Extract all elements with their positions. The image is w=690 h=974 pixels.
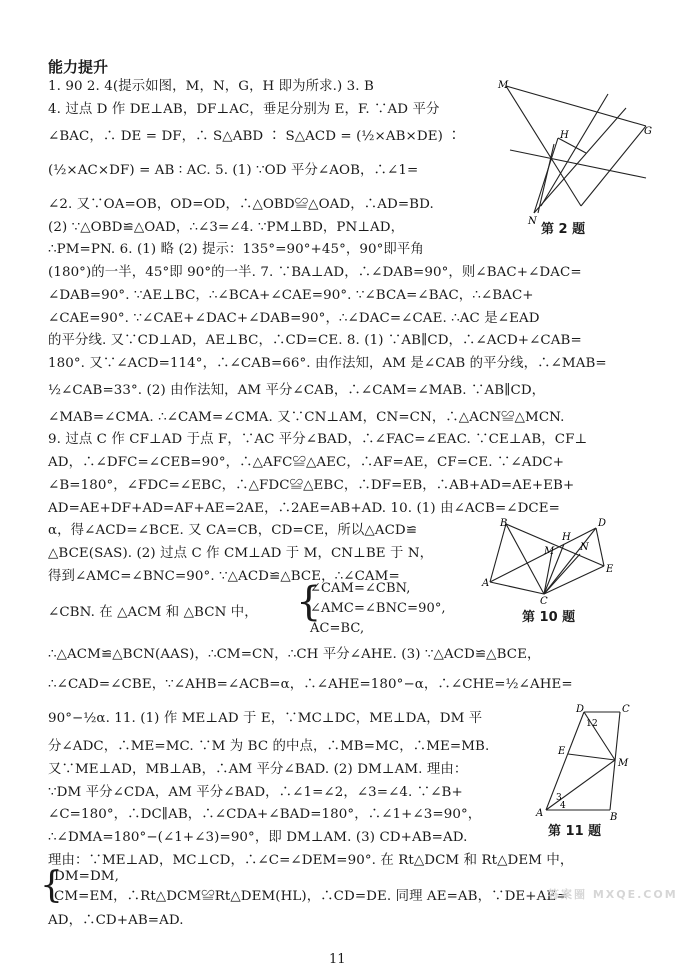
fig11-label: A	[536, 808, 544, 819]
text-line: 的平分线. 又∵CD⊥AD，AE⊥BC，∴CD=CE. 8. (1) ∵AB∥CD，∴∠ACD+∠CAB=	[48, 333, 582, 348]
text-line: ∠MAB=∠CMA. ∴∠CAM=∠CMA. 又∵CN⊥AM，CN=CN，∴△ACN≌△MCN.	[48, 410, 565, 425]
fig10-label: H	[562, 532, 571, 543]
brace: {	[40, 865, 63, 906]
fig10-label: E	[606, 564, 614, 575]
system-line: AC=BC,	[310, 621, 365, 636]
text-line: (180°)的一半，45°即 90°的一半. 7. ∵BA⊥AD，∴∠DAB=90°，则∠BAC+∠DAC=	[48, 265, 582, 280]
figure-11-caption: 第 11 题	[548, 824, 602, 839]
text-line: ∠BAC，∴ DE = DF，∴ S△ABD ∶ S△ACD = (½×AB×DE) ∶	[48, 129, 461, 144]
text-line: 理由：∵ME⊥AD，MC⊥CD，∴∠C=∠DEM=90°. 在 Rt△DCM 和 Rt△DEM 中，	[48, 853, 574, 868]
figure-11-diagram	[526, 702, 636, 820]
text-line: (½×AC×DF) = AB ∶ AC. 5. (1) ∵OD 平分∠AOB，∴∠1=	[48, 163, 419, 178]
text-line: 4. 过点 D 作 DE⊥AB，DF⊥AC，垂足分别为 E，F. ∵AD 平分	[48, 102, 440, 117]
page-number: 11	[329, 952, 346, 967]
text-line: ∠DAB=90°. ∵AE⊥BC，∴∠BCA+∠CAE=90°. ∵∠BCA=∠BAC，∴∠BAC+	[48, 288, 534, 303]
figure-2-diagram	[496, 78, 656, 228]
text-line: ∴∠DMA=180°−(∠1+∠3)=90°，即 DM⊥AM. (3) CD+AB=AD.	[48, 830, 468, 845]
fig10-label: A	[482, 578, 490, 589]
text-line: 分∠ADC，∴ME=MC. ∵M 为 BC 的中点，∴MB=MC，∴ME=MB.	[48, 739, 490, 754]
section-title: 能力提升	[48, 58, 109, 76]
fig2-label: H	[560, 130, 569, 141]
fig11-label: C	[622, 704, 630, 715]
text-line: ∵DM 平分∠CDA，AM 平分∠BAD，∴∠1=∠2，∠3=∠4. ∵∠B+	[48, 785, 463, 800]
system-line: DM=DM,	[54, 869, 119, 884]
text-line: 9. 过点 C 作 CF⊥AD 于点 F，∵AC 平分∠BAD，∴∠FAC=∠EAC. ∵CE⊥AB，CF⊥	[48, 432, 588, 447]
text-line: 1. 90 2. 4(提示如图，M，N，G，H 即为所求.) 3. B	[48, 79, 374, 94]
fig11-label: B	[610, 812, 618, 820]
fig10-label: C	[540, 596, 548, 604]
fig10-label: B	[500, 518, 508, 529]
text-line: CM=EM，∴Rt△DCM≌Rt△DEM(HL)，∴CD=DE. 同理 AE=AB，∵DE+AE=	[54, 889, 568, 904]
text-line: ∠2. 又∵OA=OB，OD=OD，∴△OBD≌△OAD，∴AD=BD.	[48, 197, 434, 212]
text-line: ∴△ACM≌△BCN(AAS)，∴CM=CN，∴CH 平分∠AHE. (3) ∵△ACD≌△BCE，	[48, 647, 541, 662]
fig11-label: D	[576, 704, 585, 715]
text-line: 又∵ME⊥AD，MB⊥AB，∴AM 平分∠BAD. (2) DM⊥AM. 理由：	[48, 762, 468, 777]
text-line: AD，∴∠DFC=∠CEB=90°，∴△AFC≌△AEC，∴AF=AE，CF=CE. ∵∠ADC+	[48, 455, 565, 470]
fig2-label: M	[498, 80, 509, 91]
text-line: △BCE(SAS). (2) 过点 C 作 CM⊥AD 于 M，CN⊥BE 于 N，	[48, 546, 434, 561]
text-line: ∠CAE=90°. ∵∠CAE+∠DAC+∠DAB=90°，∴∠DAC=∠CAE. ∴AC 是∠EAD	[48, 311, 540, 326]
text-line: 90°−½α. 11. (1) 作 ME⊥AD 于 E，∵MC⊥DC，ME⊥DA，DM 平	[48, 711, 483, 726]
text-line: ∠C=180°，∴DC∥AB，∴∠CDA+∠BAD=180°，∴∠1+∠3=90°，	[48, 807, 482, 822]
figure-10-caption: 第 10 题	[522, 610, 576, 625]
text-line: ∠CBN. 在 △ACM 和 △BCN 中，	[48, 605, 258, 620]
text-line: ∴PM=PN. 6. (1) 略 (2) 提示：135°=90°+45°，90°即平角	[48, 242, 424, 257]
fig10-label: M	[544, 546, 555, 557]
fig11-label: E	[558, 746, 566, 757]
fig10-label: D	[598, 518, 607, 529]
text-line: 得到∠AMC=∠BNC=90°. ∵△ACD≌△BCE，∴∠CAM=	[48, 569, 400, 584]
fig2-label: G	[644, 126, 652, 137]
text-line: ∠B=180°，∠FDC=∠EBC，∴△FDC≌△EBC，∴DF=EB，∴AB+AD=AE+EB+	[48, 478, 575, 493]
text-line: AD=AE+DF+AD=AF+AE=2AE，∴2AE=AB+AD. 10. (1) 由∠ACB=∠DCE=	[48, 501, 560, 516]
text-line: ∴∠CAD=∠CBE，∵∠AHB=∠ACB=α，∴∠AHE=180°−α，∴∠CHE=½∠AHE=	[48, 677, 573, 692]
watermark: 答案圈 MXQE.COM	[548, 888, 678, 901]
fig11-label: 3	[556, 793, 562, 803]
fig11-label: 1	[586, 719, 592, 729]
system-line: ∠CAM=∠CBN,	[310, 581, 411, 596]
fig10-label: N	[580, 542, 589, 553]
text-line: AD，∴CD+AB=AD.	[48, 913, 184, 928]
text-line: (2) ∵△OBD≌△OAD，∴∠3=∠4. ∵PM⊥BD，PN⊥AD，	[48, 220, 405, 235]
brace: {	[296, 579, 322, 625]
fig11-label: M	[618, 758, 629, 769]
text-line: ½∠CAB=33°. (2) 由作法知，AM 平分∠CAB，∴∠CAM=∠MAB. ∵AB∥CD，	[48, 383, 546, 398]
fig11-label: 4	[560, 801, 566, 811]
text-line: 180°. 又∵∠ACD=114°，∴∠CAB=66°. 由作法知，AM 是∠CAB 的平分线，∴∠MAB=	[48, 356, 607, 371]
system-line: ∠AMC=∠BNC=90°,	[310, 601, 446, 616]
fig2-label: N	[528, 216, 537, 227]
figure-2-caption: 第 2 题	[541, 222, 586, 237]
fig11-label: 2	[592, 719, 598, 729]
figure-10-diagram	[480, 516, 640, 604]
text-line: α，得∠ACD=∠BCE. 又 CA=CB，CD=CE，所以△ACD≌	[48, 523, 418, 538]
